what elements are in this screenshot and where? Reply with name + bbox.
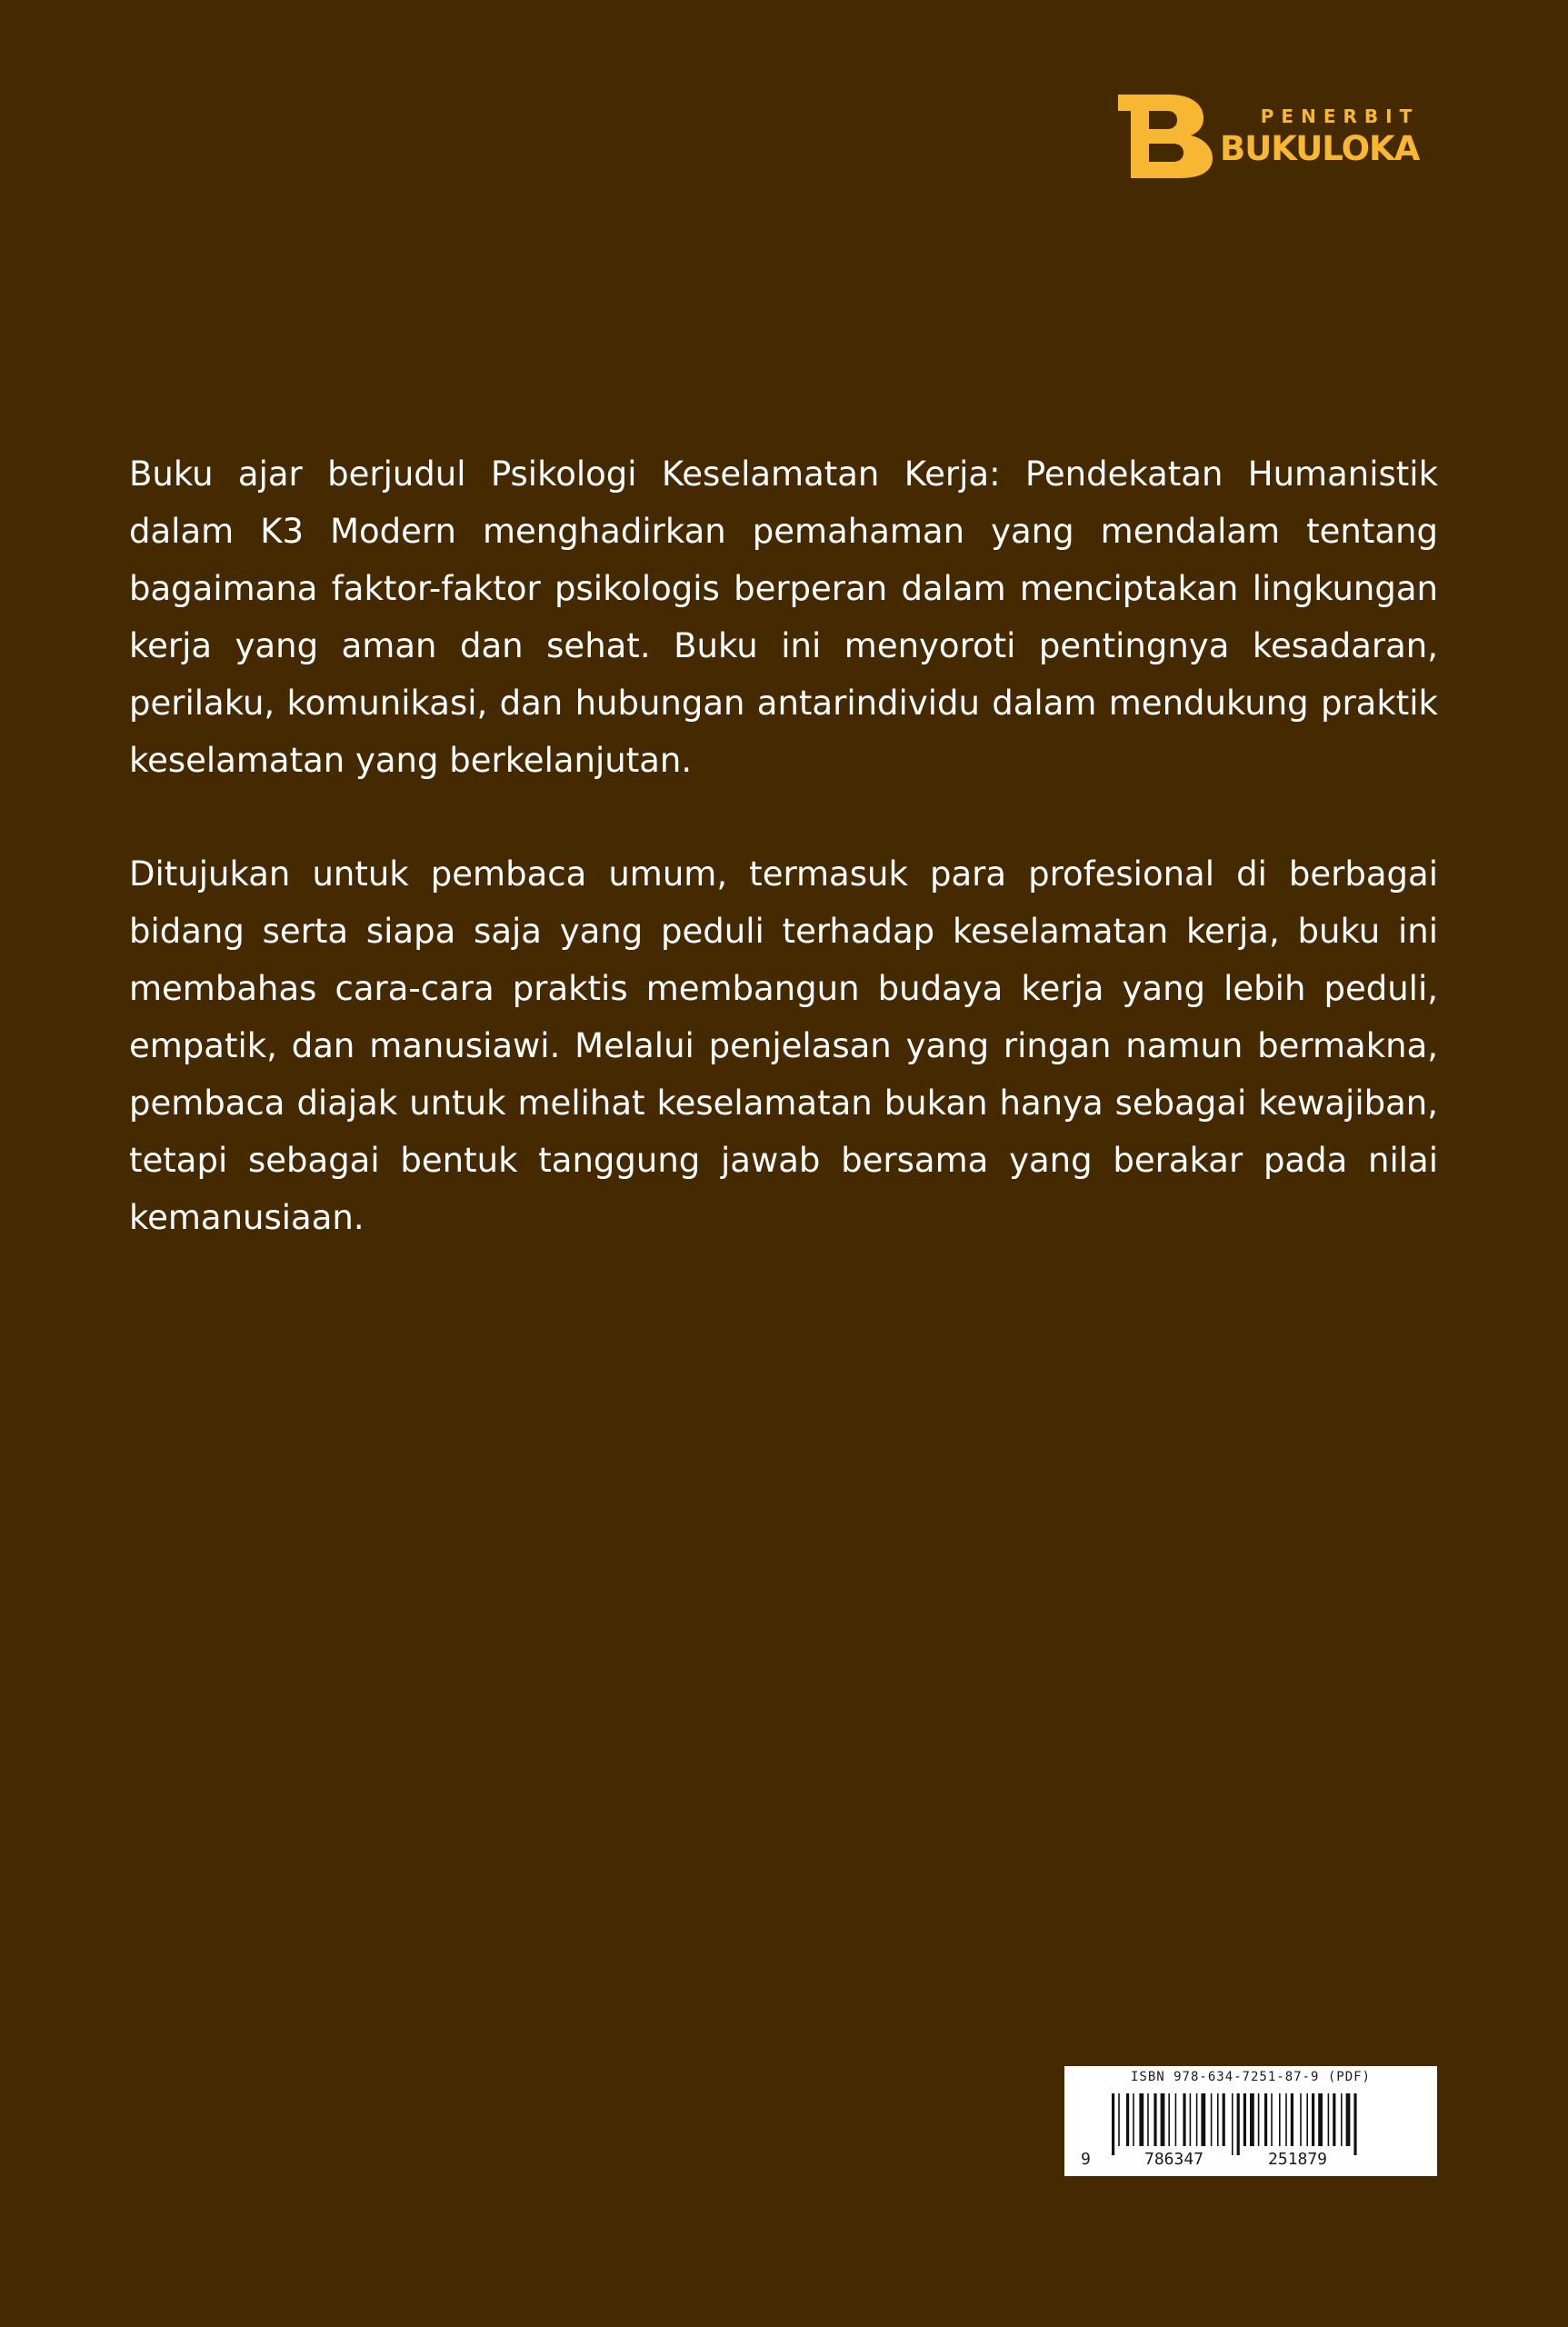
back-cover-blurb	[129, 445, 1438, 1303]
barcode-bar	[1126, 2093, 1129, 2146]
barcode-bar	[1232, 2093, 1233, 2155]
barcode-bar	[1154, 2093, 1156, 2146]
barcode-bar	[1139, 2093, 1144, 2146]
barcode-bar	[1258, 2093, 1260, 2146]
barcode-bar	[1217, 2093, 1219, 2146]
barcode-bar	[1312, 2093, 1314, 2146]
barcode-bar	[1306, 2093, 1308, 2146]
barcode-bar	[1279, 2093, 1281, 2146]
barcode-bar	[1112, 2093, 1114, 2155]
isbn-label: ISBN 978-634-7251-87-9 (PDF)	[1130, 2070, 1371, 2084]
publisher-logo	[1118, 95, 1441, 178]
barcode-bars	[1064, 2066, 1437, 2176]
barcode-bar	[1196, 2093, 1198, 2146]
barcode-bar	[1201, 2093, 1205, 2146]
barcode-bar	[1190, 2093, 1192, 2146]
barcode-bar	[1333, 2093, 1335, 2146]
blurb-paragraph-1: Buku ajar berjudul Psikologi Keselamatan Kerja: Pendekatan Humanistik dalam K3 Modern menghadirkan pemahaman yang mendalam tentang bagaimana faktor-faktor psikologis berperan dalam menciptakan lingkungan kerja yang aman dan sehat. Buku ini menyoroti pentingnya kesadaran, perilaku, komunikasi, dan hubungan antarindividu dalam mendukung praktik keselamatan yang berkelanjutan.	[129, 454, 1438, 780]
barcode-bar	[1147, 2093, 1149, 2146]
barcode-bar	[1237, 2093, 1240, 2155]
barcode-bar	[1175, 2093, 1177, 2146]
barcode-bar	[1328, 2093, 1330, 2146]
barcode-digit-group-2: 251879	[1268, 2150, 1328, 2169]
publisher-label: PENERBIT	[1260, 105, 1420, 127]
barcode-bar	[1300, 2093, 1302, 2146]
blurb-paragraph-2: Ditujukan untuk pembaca umum, termasuk para profesional di berbagai bidang serta siapa saja yang peduli terhadap keselamatan kerja, buku ini membahas cara-cara praktis membangun budaya kerja yang lebih peduli, empatik, dan manusiawi. Melalui penjelasan yang ringan namun bermakna, pembaca diajak untuk melihat keselamatan bukan hanya sebagai kewajiban, tetapi sebagai bentuk tanggung jawab bersama yang berakar pada nilai kemanusiaan.	[129, 854, 1438, 1237]
barcode-bar	[1285, 2093, 1287, 2146]
barcode-bar	[1223, 2093, 1225, 2146]
barcode-bar	[1183, 2093, 1185, 2146]
barcode-bar	[1291, 2093, 1293, 2146]
logo-b-mark	[1118, 95, 1213, 178]
barcode-bar	[1243, 2093, 1246, 2146]
barcode-bar	[1118, 2093, 1120, 2146]
barcode-digit-group-1: 786347	[1144, 2150, 1204, 2169]
barcode-bar	[1168, 2093, 1170, 2146]
barcode-bar	[1250, 2093, 1254, 2146]
barcode-bar	[1133, 2093, 1134, 2146]
barcode-bar	[1346, 2093, 1351, 2146]
barcode-bar	[1318, 2093, 1323, 2146]
publisher-name: BUKULOKA	[1220, 129, 1420, 168]
barcode-bar	[1161, 2093, 1165, 2146]
barcode-bar	[1353, 2093, 1356, 2155]
isbn-barcode	[1064, 2066, 1437, 2176]
barcode-digit-prefix: 9	[1081, 2150, 1091, 2169]
barcode-bar	[1211, 2093, 1213, 2146]
barcode-bar	[1341, 2093, 1343, 2146]
barcode-bar	[1271, 2093, 1273, 2146]
barcode-bar	[1264, 2093, 1267, 2146]
